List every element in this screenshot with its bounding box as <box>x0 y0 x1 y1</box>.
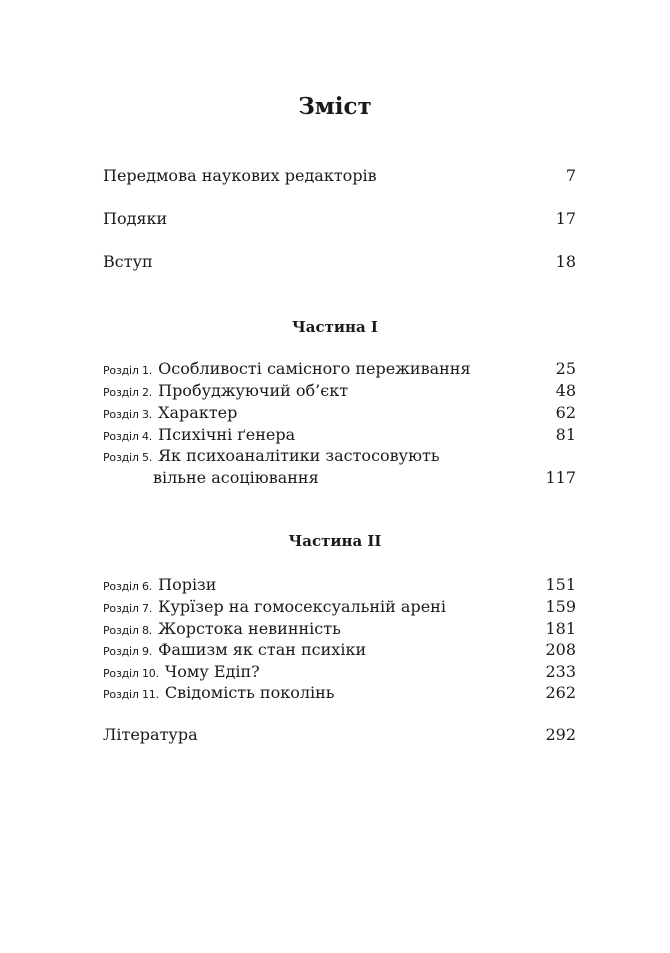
toc-entry-foreword[interactable] <box>103 166 576 186</box>
chapter-label: Пробуджуючий об’єкт <box>158 381 349 400</box>
chapter-page: 233 <box>545 662 576 681</box>
part-heading-2: Частина II <box>288 532 382 550</box>
chapter-label: Свідомість поколінь <box>164 683 335 702</box>
chapter-prefix: Розділ 10. <box>103 667 159 680</box>
page-title: Зміст <box>298 93 372 120</box>
chapter-page: 262 <box>545 683 576 702</box>
toc-entry-bibliography[interactable] <box>103 725 576 745</box>
chapter-page: 25 <box>555 359 576 378</box>
chapter-entry-3[interactable] <box>103 403 576 425</box>
toc-entry-label: Вступ <box>103 252 153 271</box>
chapter-label: Фашизм як стан психіки <box>158 640 367 659</box>
chapter-page: 62 <box>555 403 576 422</box>
chapter-entry-1[interactable] <box>103 359 576 381</box>
chapter-page: 159 <box>545 597 576 616</box>
chapter-page: 208 <box>545 640 576 659</box>
toc-entry-label: Передмова наукових редакторів <box>103 166 377 185</box>
chapter-entry-2[interactable] <box>103 381 576 403</box>
chapter-prefix: Розділ 5. <box>103 451 153 464</box>
chapter-entry-4[interactable] <box>103 425 576 447</box>
chapter-prefix: Розділ 3. <box>103 408 153 421</box>
chapter-label: Жорстока невинність <box>158 619 341 638</box>
chapter-entry-6[interactable] <box>103 575 576 597</box>
toc-entry-page: 17 <box>555 209 576 228</box>
chapter-label: Курїзер на гомосексуальній арені <box>158 597 446 616</box>
chapter-entry-9[interactable] <box>103 640 576 662</box>
chapter-entry-7[interactable] <box>103 597 576 619</box>
chapter-prefix: Розділ 4. <box>103 430 153 443</box>
chapter-label: Як психоаналітики застосовують <box>158 446 440 465</box>
chapter-prefix: Розділ 1. <box>103 364 153 377</box>
chapter-entry-10[interactable] <box>103 662 576 684</box>
chapter-label: Порізи <box>158 575 217 594</box>
chapter-entry-5[interactable] <box>103 446 576 468</box>
chapter-label-continued: вільне асоціювання <box>153 468 319 487</box>
chapter-prefix: Розділ 9. <box>103 645 153 658</box>
chapter-prefix: Розділ 8. <box>103 624 153 637</box>
chapter-entry-8[interactable] <box>103 619 576 641</box>
chapter-entry-5-continued[interactable] <box>153 468 576 488</box>
chapter-page: 81 <box>555 425 576 444</box>
part-heading-1: Частина I <box>292 318 378 336</box>
toc-entry-page: 7 <box>565 166 576 185</box>
toc-entry-page: 18 <box>555 252 576 271</box>
chapter-label: Особливості самісного переживання <box>158 359 471 378</box>
chapter-label: Характер <box>158 403 238 422</box>
toc-entry-label: Література <box>103 725 198 744</box>
chapter-page: 151 <box>545 575 576 594</box>
chapter-prefix: Розділ 7. <box>103 602 153 615</box>
toc-entry-introduction[interactable] <box>103 252 576 272</box>
chapter-page: 117 <box>545 468 576 487</box>
chapter-page: 48 <box>555 381 576 400</box>
chapter-prefix: Розділ 11. <box>103 688 159 701</box>
chapter-prefix: Розділ 2. <box>103 386 153 399</box>
chapter-label: Психічні ґенера <box>158 425 296 444</box>
chapter-entry-11[interactable] <box>103 683 576 705</box>
toc-entry-label: Подяки <box>103 209 168 228</box>
toc-entry-acknowledgements[interactable] <box>103 209 576 229</box>
chapter-prefix: Розділ 6. <box>103 580 153 593</box>
chapter-label: Чому Едіп? <box>164 662 260 681</box>
chapter-page: 181 <box>545 619 576 638</box>
toc-entry-page: 292 <box>545 725 576 744</box>
